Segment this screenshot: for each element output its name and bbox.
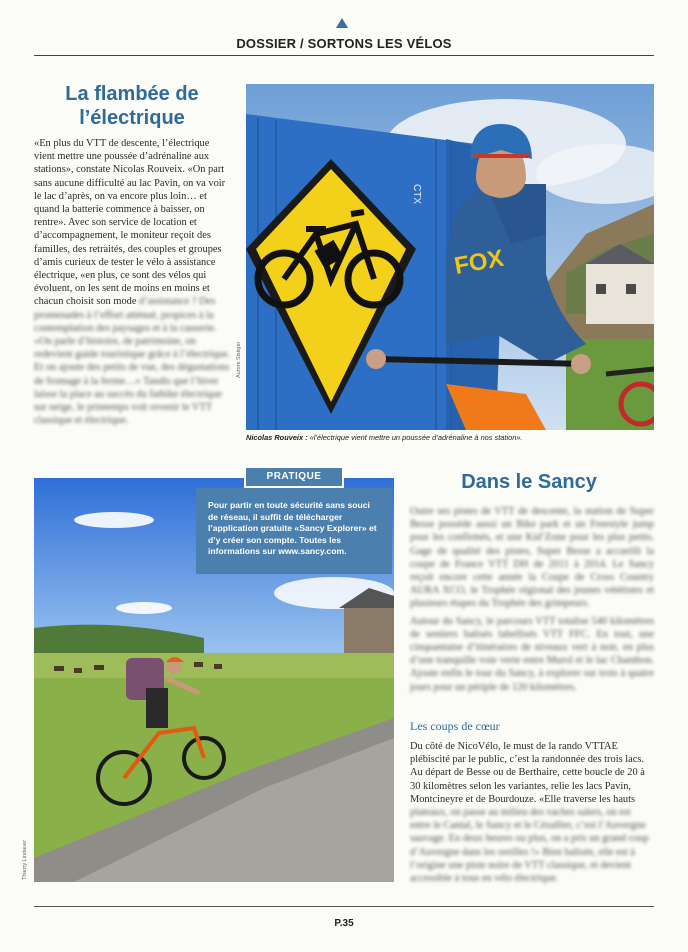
container-letters: CTX	[411, 184, 422, 204]
pratique-box: Pour partir en toute sécurité sans souci de réseau, il suffit de télécharger l’application gratuite «Sancy Explorer» et d’y créer son compte. Toutes les informations sur www.sancy.com.	[196, 488, 392, 574]
page-number: P.35	[334, 918, 354, 929]
article-title-sancy: Dans le Sancy	[461, 471, 597, 493]
caption-name: Nicolas Rouveix :	[246, 433, 308, 442]
section-header: DOSSIER / SORTONS LES VÉLOS	[34, 34, 654, 56]
photo-credit-1: Aurore Sistiger	[236, 341, 242, 378]
article-body-sancy	[410, 740, 654, 885]
photo-caption	[246, 433, 654, 442]
paragraph-blurred-1: Outre ses pistes de VTT de descente, la station de Super Besse possède aussi un Bike park et un Freestyle jump pour les confirmés, et une Kid’Zone pour les plus petits. Gage de qualité des pistes, Super Besse a accueilli la coupe de France VTT DH de 2011 à 2014. Le Sancy reçoit encore cette année la Coupe de Cross Country AURA XCO, le Trophée régional des jeunes vététistes et plusieurs étapes du Trophée des grimpeurs.	[410, 506, 654, 610]
photo-illustration-1	[246, 84, 654, 430]
section-marker-triangle	[336, 18, 348, 28]
paragraph-clear: Du côté de NicoVélo, le must de la rando VTTAE plébiscité par le public, c’est la randonnée des trois lacs. Au départ de Besse ou de Berthaire, cette boucle de 20 à 30 kilomètres selon les variantes, relie les lacs Pavin, Montcineyre et de Bourdouze. «Elle traverse les hauts	[410, 741, 645, 805]
article-body-sancy-blurred	[410, 505, 654, 694]
subheading-coups-de-coeur: Les coups de cœur	[410, 719, 500, 733]
article-body-electric	[34, 137, 232, 427]
jacket-logo: FOX	[452, 244, 506, 280]
paragraph-blurred-2: Autour du Sancy, le parcours VTT totalise 540 kilomètres de sentiers balisés labellisés VTT FFC. En tout, une cinquantaine d’itinéraires de niveaux vert à noir, en plus d’une tranquille voie verte entre Murol et le lac Chambon. Ajoute enfin le tour du Sancy, à explorer sur trois à quatre jours pour un périple de 120 kilomètres.	[410, 615, 654, 693]
footer-rule	[34, 906, 654, 907]
article-title-electric: La flambée de l’électrique	[65, 83, 199, 129]
pratique-tag: PRATIQUE	[244, 466, 344, 488]
paragraph-blurred-3: plateaux, on passe au milieu des vaches salers, on est entre le Cantal, le Sancy et le Cézallier, c’est l’Auvergne sauvage. En deux heures ou plus, on a pris un grand coup d’Auvergne dans les oreilles !» Bien balisée, elle est à l’origine une piste noire de VTT classique, et devient accessible à tous en vélo électrique.	[410, 807, 649, 885]
paragraph-blurred: d’assistance ? Des promenades à l’effort atténué, propices à la contemplation des paysages et à la causerie. «On parle d’histoire, de patrimoine, on redevient guide touristique grâce à l’électrique. Et on ajoute des petits de vue, des dégustations de fromage à la ferme…» Tandis que l’hiver laisse la place au succès du fatbike électrique sur neige, le printemps voit revenir le VTT classique et électrique.	[34, 296, 231, 427]
paragraph-clear: «En plus du VTT de descente, l’électrique vient mettre une poussée d’adrénaline aux stations», constate Nicolas Rouveix. «On part sans aucune difficulté au lac Pavin, on va voir le lac d’après, on va encore plus loin… et quand la batterie commence à baisser, on rentre». Avec son service de location et d’accompagnement, le moniteur reçoit des familles, des retraités, des couples et groupes d’amis curieux de tester le vélo à assistance électrique, «en plus, ce sont des vélos qui évoluent, on les sent de moins en moins et chacun choisit son mode	[34, 138, 226, 308]
photo-cyclist-container	[246, 84, 654, 430]
photo-credit-2: Thierry Lindauer	[22, 839, 28, 880]
caption-quote: «l’électrique vient mettre un poussée d’adrénaline à nos station».	[307, 433, 523, 442]
